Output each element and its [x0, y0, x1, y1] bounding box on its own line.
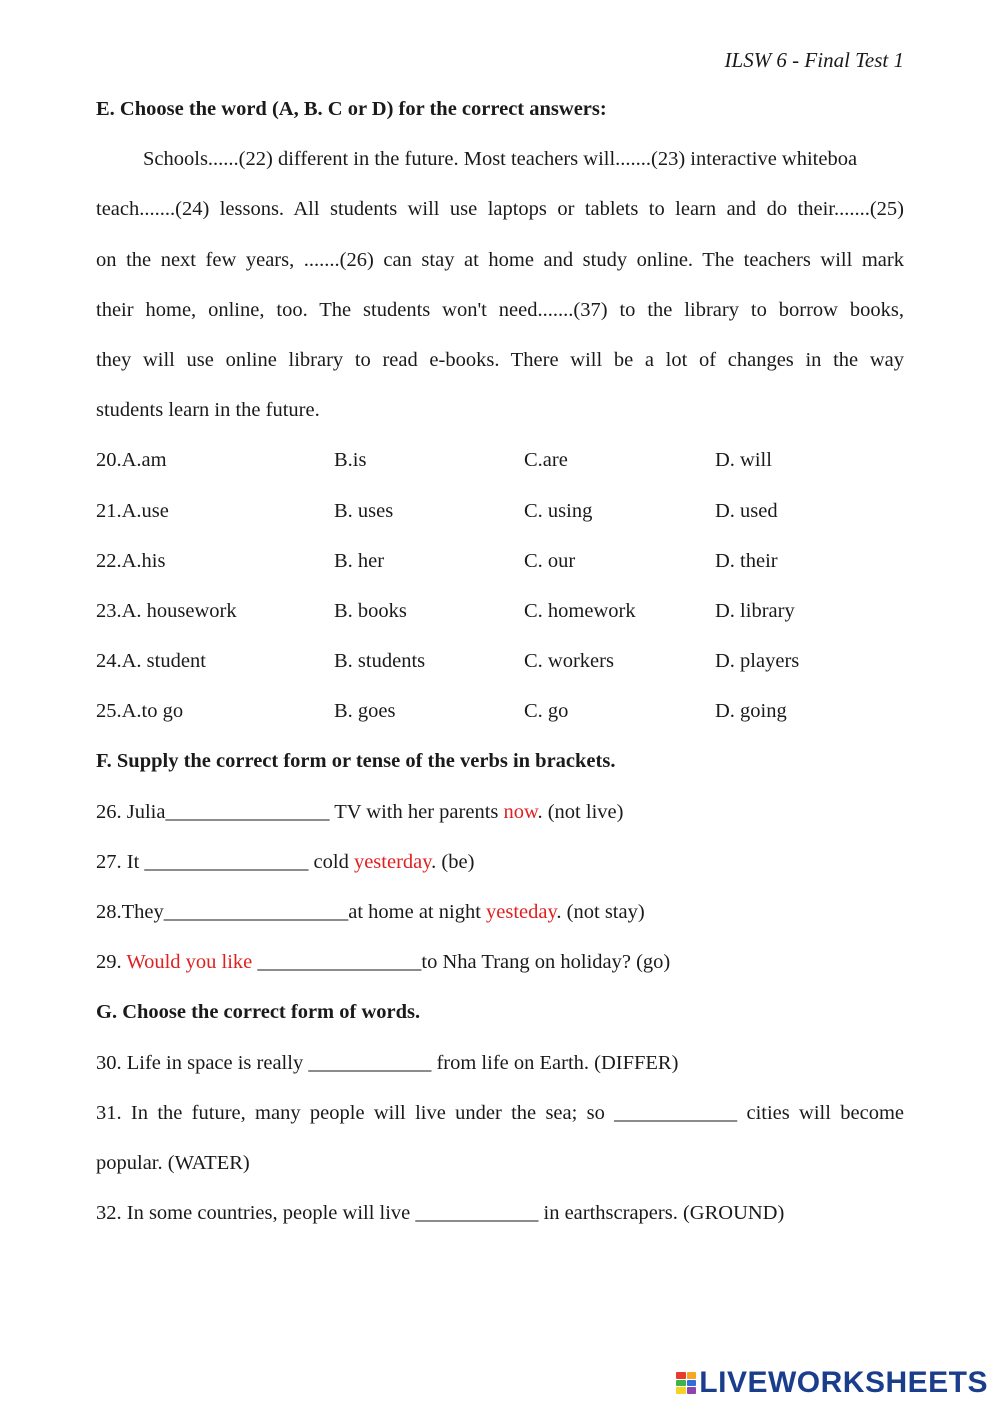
option-d[interactable]: D. players [715, 650, 800, 673]
liveworksheets-logo[interactable] [676, 1366, 988, 1400]
word-form-question[interactable]: 30. Life in space is really ____________ from life on Earth. (DIFFER) [96, 1051, 679, 1074]
verb-question[interactable] [96, 837, 904, 887]
question-text: 28.They__________________at home at night [96, 901, 487, 923]
option-b[interactable]: B. uses [334, 499, 394, 522]
passage-line: their home, online, too. The students won't need.......(37) to the library to borrow books, [96, 298, 904, 321]
option-a[interactable]: 25.A.to go [96, 700, 184, 723]
logo-grid-icon [676, 1372, 696, 1394]
question-row [96, 686, 904, 736]
verb-question[interactable] [96, 787, 904, 837]
question-row [96, 586, 904, 636]
logo-square [687, 1372, 697, 1379]
option-d[interactable]: D. library [715, 599, 795, 622]
worksheet-content [96, 84, 904, 1238]
verb-question[interactable] [96, 887, 904, 937]
option-a[interactable]: 24.A. student [96, 650, 206, 673]
option-c[interactable]: C. go [524, 700, 569, 723]
logo-square [676, 1372, 686, 1379]
option-d[interactable]: D. their [715, 549, 778, 572]
word-form-question[interactable]: 32. In some countries, people will live ____________ in earthscrapers. (GROUND) [96, 1202, 785, 1225]
brand-name: LIVEWORKSHEETS [699, 1366, 988, 1399]
question-hint: . (not live) [537, 800, 624, 823]
question-row [96, 536, 904, 586]
logo-square [676, 1387, 686, 1394]
option-b[interactable]: B. goes [334, 700, 396, 723]
option-a[interactable]: 22.A.his [96, 549, 166, 572]
time-marker: now [503, 800, 538, 823]
option-c[interactable]: C. workers [524, 650, 614, 673]
question-row [96, 636, 904, 686]
section-g-heading: G. Choose the correct form of words. [96, 1001, 421, 1024]
passage-line: students learn in the future. [96, 399, 320, 422]
question-hint: ________________to Nha Trang on holiday? (go) [252, 951, 671, 974]
option-d[interactable]: D. going [715, 700, 787, 723]
section-f-heading: F. Supply the correct form or tense of the verbs in brackets. [96, 750, 616, 773]
question-text: 29. [96, 951, 127, 974]
option-a[interactable]: 21.A.use [96, 499, 169, 522]
section-e-heading: E. Choose the word (A, B. C or D) for the correct answers: [96, 98, 607, 120]
question-row [96, 486, 904, 536]
word-form-question[interactable]: 31. In the future, many people will live under the sea; so ____________ cities will become popular. (WATER) [96, 1101, 904, 1174]
option-b[interactable]: B. students [334, 650, 426, 673]
time-marker: yesterday [353, 850, 432, 873]
verb-question[interactable] [96, 937, 904, 987]
option-d[interactable]: D. will [715, 449, 772, 472]
page-header-title: ILSW 6 - Final Test 1 [724, 48, 904, 72]
option-a[interactable]: 20.A.am [96, 449, 167, 472]
passage-line: they will use online library to read e-books. There will be a lot of changes in the way [96, 348, 904, 371]
option-b[interactable]: B. her [334, 549, 385, 572]
passage-line: teach.......(24) lessons. All students will use laptops or tablets to learn and do their.......(25) [96, 198, 904, 221]
option-c[interactable]: C. our [524, 549, 576, 572]
reading-passage [96, 134, 904, 435]
passage-line: Schools......(22) different in the future. Most teachers will.......(23) interactive whiteboa [143, 148, 858, 171]
logo-square [687, 1387, 697, 1394]
key-phrase: Would you like [126, 951, 253, 974]
option-b[interactable]: B. books [334, 599, 407, 622]
question-hint: . (be) [431, 850, 475, 873]
option-c[interactable]: C.are [524, 449, 568, 472]
question-text: 27. It ________________ cold [96, 850, 354, 873]
logo-square [687, 1380, 697, 1387]
question-row [96, 435, 904, 485]
option-c[interactable]: C. homework [524, 599, 636, 622]
logo-square [676, 1380, 686, 1387]
question-hint: . (not stay) [556, 901, 645, 923]
option-a[interactable]: 23.A. housework [96, 599, 237, 622]
option-b[interactable]: B.is [334, 449, 367, 472]
option-d[interactable]: D. used [715, 499, 778, 522]
time-marker: yesteday [486, 901, 557, 923]
passage-line: on the next few years, .......(26) can stay at home and study online. The teachers will mark [96, 248, 904, 271]
question-text: 26. Julia________________ TV with her parents [96, 800, 504, 823]
option-c[interactable]: C. using [524, 499, 593, 522]
